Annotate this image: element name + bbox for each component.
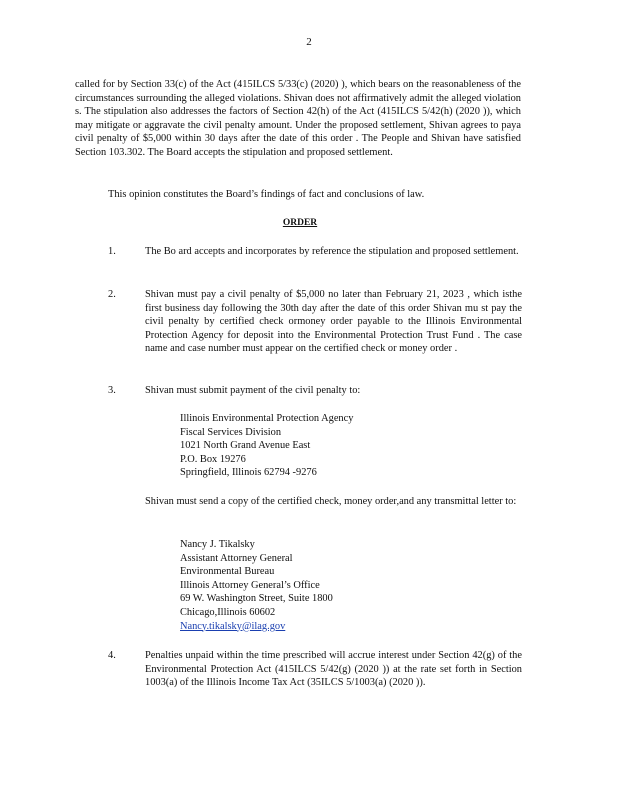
item-text: Shivan must pay a civil penalty of $5,000 no later than February 21, 2023 , which isthe first business day following the 30th day after the date of this order Shivan mu st pay the civil penalty by certified check ormoney order payable to the Illinois Environmental Protection Agency for deposit into the Environmental Protection Trust Fund . The case name and case number must appear on the certified check or money order . bbox=[145, 289, 522, 355]
address-line: Illinois Attorney General’s Office bbox=[180, 579, 320, 591]
payment-address bbox=[180, 412, 440, 480]
order-heading bbox=[0, 217, 618, 231]
item-text: Shivan must submit payment of the civil penalty to: bbox=[145, 385, 361, 396]
intro-paragraph: called for by Section 33(c) of the Act (415ILCS 5/33(c) (2020) ), which bears on the reasonableness of the circumstances surrounding the alleged violations. Shivan does not affirmatively admit the alleged violation s. The stipulation also addresses the factors of Section 42(h) of the Act (415ILCS 5/42(h) (2020 )), which may mitigate or aggravate the civil penalty amount. Under the proposed settlement, Shivan agrees to paya civil penalty of $5,000 within 30 days after the date of this order . The People and Shivan have satisfied Section 103.302. The Board accepts the stipulation and proposed settlement. bbox=[75, 79, 521, 158]
copy-instruction: Shivan must send a copy of the certified check, money order,and any transmittal letter to: bbox=[145, 496, 517, 507]
item-number: 1. bbox=[108, 246, 116, 257]
address-line: Springfield, Illinois 62794 -9276 bbox=[180, 467, 317, 479]
item-number: 2. bbox=[108, 289, 116, 300]
address-line: 1021 North Grand Avenue East bbox=[180, 440, 311, 452]
item-text: Penalties unpaid within the time prescribed will accrue interest under Section 42(g) of the Environmental Protection Act (415ILCS 5/42(g) (2020 )) at the rate set forth in Section 1003(a) of the Illinois Income Tax Act (35ILCS 5/1003(a) (2020 )). bbox=[145, 650, 522, 689]
email-link[interactable]: Nancy.tikalsky@ilag.gov bbox=[180, 620, 286, 632]
address-line: 69 W. Washington Street, Suite 1800 bbox=[180, 593, 333, 605]
item-number: 4. bbox=[108, 650, 116, 661]
address-line: Fiscal Services Division bbox=[180, 426, 282, 438]
address-line: Illinois Environmental Protection Agency bbox=[180, 413, 354, 424]
address-line: Environmental Bureau bbox=[180, 566, 275, 578]
copy-address bbox=[180, 538, 440, 633]
address-line: P.O. Box 19276 bbox=[180, 453, 246, 465]
opinion-statement: This opinion constitutes the Board’s findings of fact and conclusions of law. bbox=[108, 189, 425, 200]
address-line: Assistant Attorney General bbox=[180, 552, 293, 564]
item-text: The Bo ard accepts and incorporates by reference the stipulation and proposed settlement. bbox=[145, 246, 519, 257]
item-number: 3. bbox=[108, 385, 116, 396]
order-heading-text: ORDER bbox=[282, 218, 318, 228]
address-line: Chicago,Illinois 60602 bbox=[180, 606, 276, 618]
address-line: Nancy J. Tikalsky bbox=[180, 539, 255, 550]
page-number: 2 bbox=[306, 36, 312, 48]
